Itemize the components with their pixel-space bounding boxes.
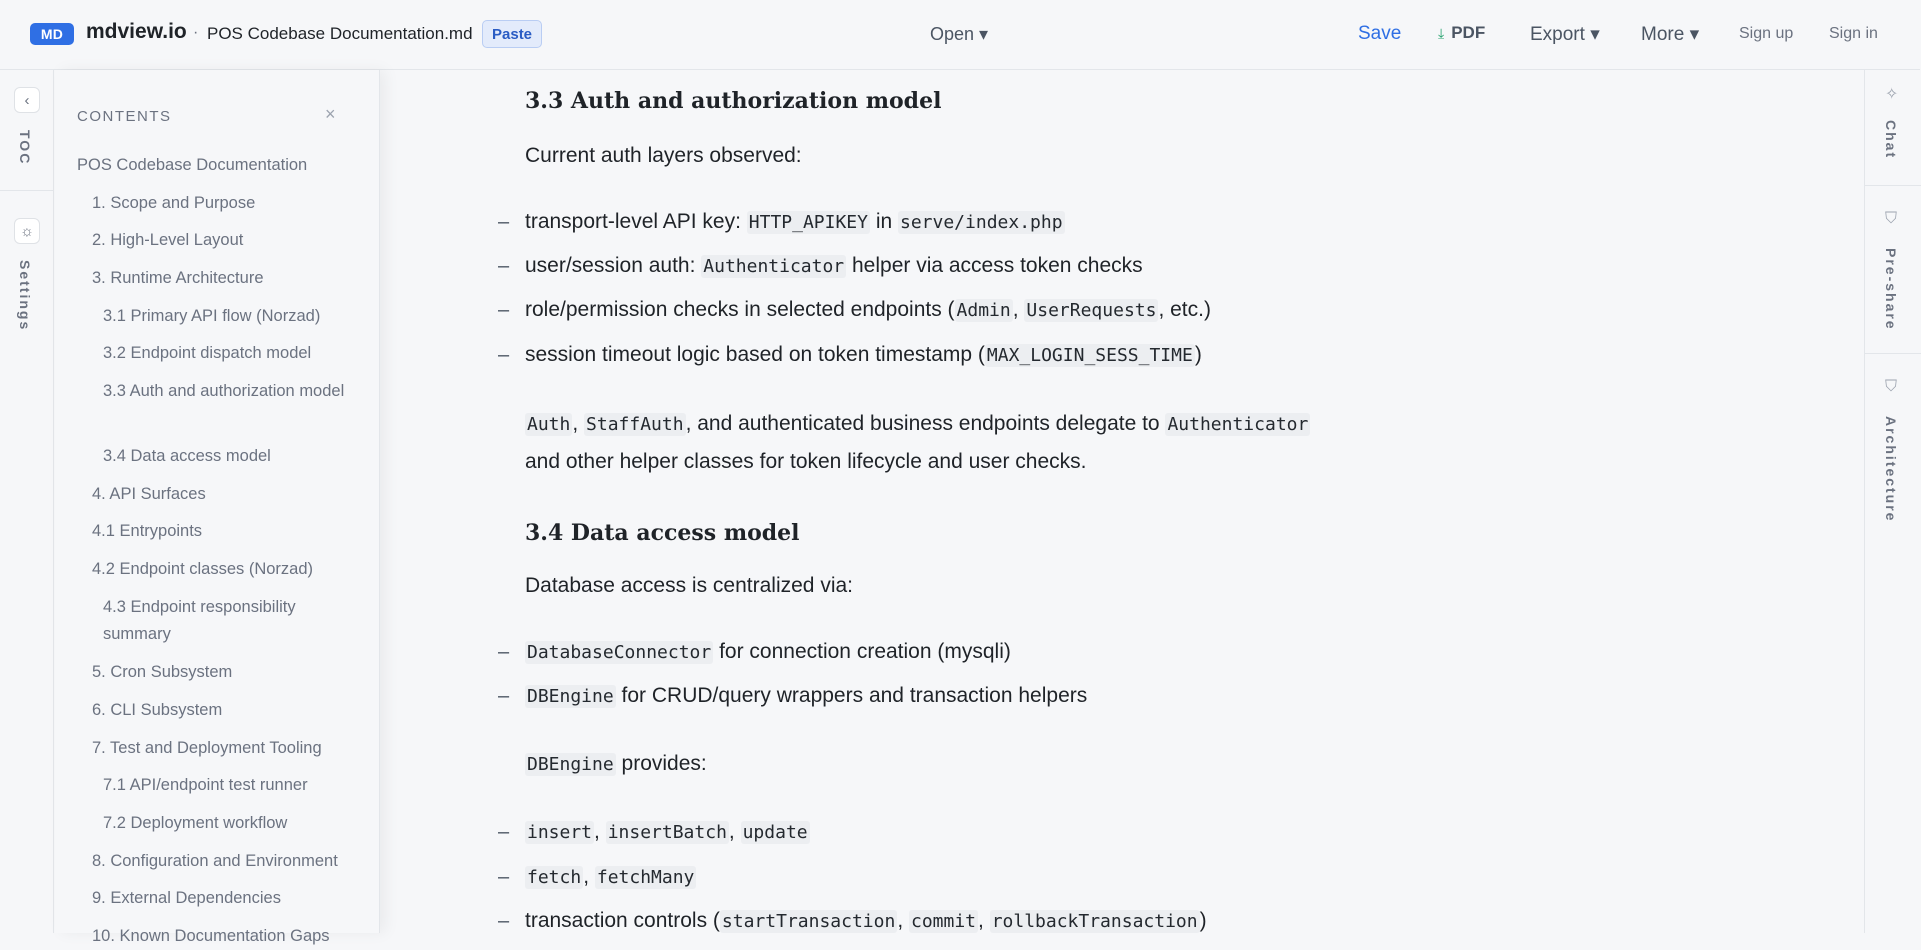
list-item <box>525 817 810 848</box>
toc-item[interactable]: 8. Configuration and Environment <box>92 852 338 870</box>
pdf-button-label: PDF <box>1451 23 1486 42</box>
text: provides: <box>615 752 707 775</box>
toc-item[interactable]: 5. Cron Subsystem <box>92 663 233 681</box>
text: , etc.) <box>1158 298 1211 321</box>
inline-code: DatabaseConnector <box>527 642 712 663</box>
chevron-left-icon: ‹ <box>24 91 30 109</box>
sign-in-link[interactable]: Sign in <box>1829 25 1878 42</box>
shield-icon[interactable]: ⛉ <box>1885 210 1898 227</box>
toc-item[interactable]: 10. Known Documentation Gaps <box>92 927 330 945</box>
bullet-dash: – <box>498 641 510 663</box>
text: session timeout logic based on token timestamp ( <box>525 343 985 366</box>
bullet-dash: – <box>498 299 510 321</box>
architecture-tab-label[interactable]: Architecture <box>1883 416 1899 523</box>
sparkle-icon[interactable]: ✧ <box>1885 86 1899 103</box>
text: in <box>869 210 898 233</box>
text: role/permission checks in selected endpoints ( <box>525 298 955 321</box>
inline-code: HTTP_APIKEY <box>748 212 868 233</box>
text: for CRUD/query wrappers and transaction helpers <box>615 684 1088 707</box>
inline-code: MAX_LOGIN_SESS_TIME <box>986 345 1193 366</box>
inline-code: DBEngine <box>527 754 614 775</box>
toc-heading: CONTENTS <box>77 108 172 125</box>
bullet-dash: – <box>498 255 510 277</box>
toc-item[interactable]: POS Codebase Documentation <box>77 156 308 174</box>
inline-code: Auth <box>527 414 571 435</box>
inline-code: fetch <box>527 867 582 888</box>
toc-item[interactable]: 4.1 Entrypoints <box>92 522 203 540</box>
toc-item[interactable]: 3.3 Auth and authorization model <box>103 382 345 400</box>
section-heading: 3.4 Data access model <box>525 520 800 546</box>
paragraph <box>525 745 707 783</box>
text: , <box>897 909 909 932</box>
toc-item[interactable]: 7.2 Deployment workflow <box>103 814 288 832</box>
rail-divider <box>1865 353 1921 354</box>
toc-item[interactable]: 4.2 Endpoint classes (Norzad) <box>92 560 314 578</box>
list-item <box>525 637 1011 668</box>
text: transaction controls ( <box>525 909 720 932</box>
inline-code: rollbackTransaction <box>991 911 1198 932</box>
toc-item[interactable]: 3. Runtime Architecture <box>92 269 264 287</box>
text: , <box>572 412 585 435</box>
list-item <box>525 906 1207 937</box>
download-icon: ⤓ <box>1438 24 1445 41</box>
toc-item[interactable]: 7. Test and Deployment Tooling <box>92 739 322 757</box>
inline-code: serve/index.php <box>900 212 1063 233</box>
toc-item[interactable]: 3.2 Endpoint dispatch model <box>103 344 312 362</box>
bullet-dash: – <box>498 866 510 888</box>
paste-badge: Paste <box>482 20 542 48</box>
list-item <box>525 681 1087 712</box>
section-heading: 3.3 Auth and authorization model <box>525 88 942 114</box>
document-content <box>380 70 1864 933</box>
list-item <box>525 862 696 893</box>
toc-item[interactable]: 4. API Surfaces <box>92 485 206 503</box>
paragraph: Database access is centralized via: <box>525 574 853 597</box>
close-icon[interactable]: × <box>325 104 336 124</box>
text: , <box>978 909 990 932</box>
sign-up-link[interactable]: Sign up <box>1739 25 1794 42</box>
pdf-button[interactable] <box>1438 23 1485 43</box>
bullet-dash: – <box>498 344 510 366</box>
shield-icon[interactable]: ⛉ <box>1885 378 1898 395</box>
open-menu-button[interactable]: Open ▾ <box>930 24 989 44</box>
bullet-dash: – <box>498 685 510 707</box>
text: ) <box>1194 343 1202 366</box>
logo-badge[interactable]: MD <box>30 23 74 45</box>
left-rail <box>0 70 54 933</box>
toc-item[interactable]: 7.1 API/endpoint test runner <box>103 776 308 794</box>
title-separator: · <box>193 24 199 41</box>
more-menu-button[interactable]: More ▾ <box>1641 24 1700 45</box>
export-menu-button[interactable]: Export ▾ <box>1530 24 1600 45</box>
inline-code: Authenticator <box>703 256 845 277</box>
text: , <box>728 820 741 843</box>
text: , <box>1012 298 1025 321</box>
text: and other helper classes for token lifecycle and user checks. <box>525 450 1087 473</box>
text: , and authenticated business endpoints delegate to <box>685 412 1166 435</box>
text: , <box>594 820 606 843</box>
inline-code: fetchMany <box>596 867 695 888</box>
document-title: POS Codebase Documentation.md <box>207 24 473 43</box>
right-rail <box>1864 70 1920 933</box>
chat-tab-label[interactable]: Chat <box>1883 120 1899 160</box>
toc-item[interactable]: 3.4 Data access model <box>103 447 271 465</box>
settings-button[interactable] <box>14 218 40 244</box>
top-bar <box>0 0 1920 70</box>
list-item <box>525 207 1065 238</box>
bullet-dash: – <box>498 211 510 233</box>
text: for connection creation (mysqli) <box>713 640 1011 663</box>
settings-tab-label[interactable]: Settings <box>17 260 33 332</box>
toc-item[interactable]: 2. High-Level Layout <box>92 231 244 249</box>
inline-code: StaffAuth <box>586 414 684 435</box>
pre-share-tab-label[interactable]: Pre-share <box>1883 248 1899 331</box>
inline-code: insert <box>527 822 593 843</box>
inline-code: Admin <box>956 300 1011 321</box>
bullet-dash: – <box>498 821 510 843</box>
paragraph <box>525 405 1425 480</box>
text: user/session auth: <box>525 254 702 277</box>
settings-icon: ☼ <box>20 222 34 240</box>
text: transport-level API key: <box>525 210 747 233</box>
toc-item[interactable]: 1. Scope and Purpose <box>92 194 256 212</box>
brand-name[interactable]: mdview.io <box>86 20 187 43</box>
text: helper via access token checks <box>846 254 1143 277</box>
save-button[interactable]: Save <box>1358 23 1402 44</box>
inline-code: commit <box>910 911 977 932</box>
list-item <box>525 340 1202 371</box>
collapse-toc-button[interactable] <box>14 87 40 113</box>
paragraph: Current auth layers observed: <box>525 144 802 167</box>
inline-code: startTransaction <box>721 911 896 932</box>
toc-item[interactable]: 3.1 Primary API flow (Norzad) <box>103 307 321 325</box>
inline-code: update <box>742 822 808 843</box>
inline-code: Authenticator <box>1167 414 1309 435</box>
list-item <box>525 295 1211 326</box>
inline-code: DBEngine <box>527 686 614 707</box>
text: , <box>583 865 595 888</box>
toc-item[interactable]: 6. CLI Subsystem <box>92 701 223 719</box>
toc-item[interactable]: 9. External Dependencies <box>92 889 281 907</box>
inline-code: UserRequests <box>1026 300 1157 321</box>
text: ) <box>1199 909 1207 932</box>
toc-item[interactable]: 4.3 Endpoint responsibility summary <box>103 598 296 643</box>
list-item <box>525 251 1143 282</box>
rail-divider <box>0 190 54 191</box>
bullet-dash: – <box>498 910 510 932</box>
inline-code: insertBatch <box>607 822 727 843</box>
toc-tab-label[interactable]: TOC <box>17 130 33 166</box>
rail-divider <box>1865 185 1921 186</box>
table-of-contents <box>55 70 380 945</box>
